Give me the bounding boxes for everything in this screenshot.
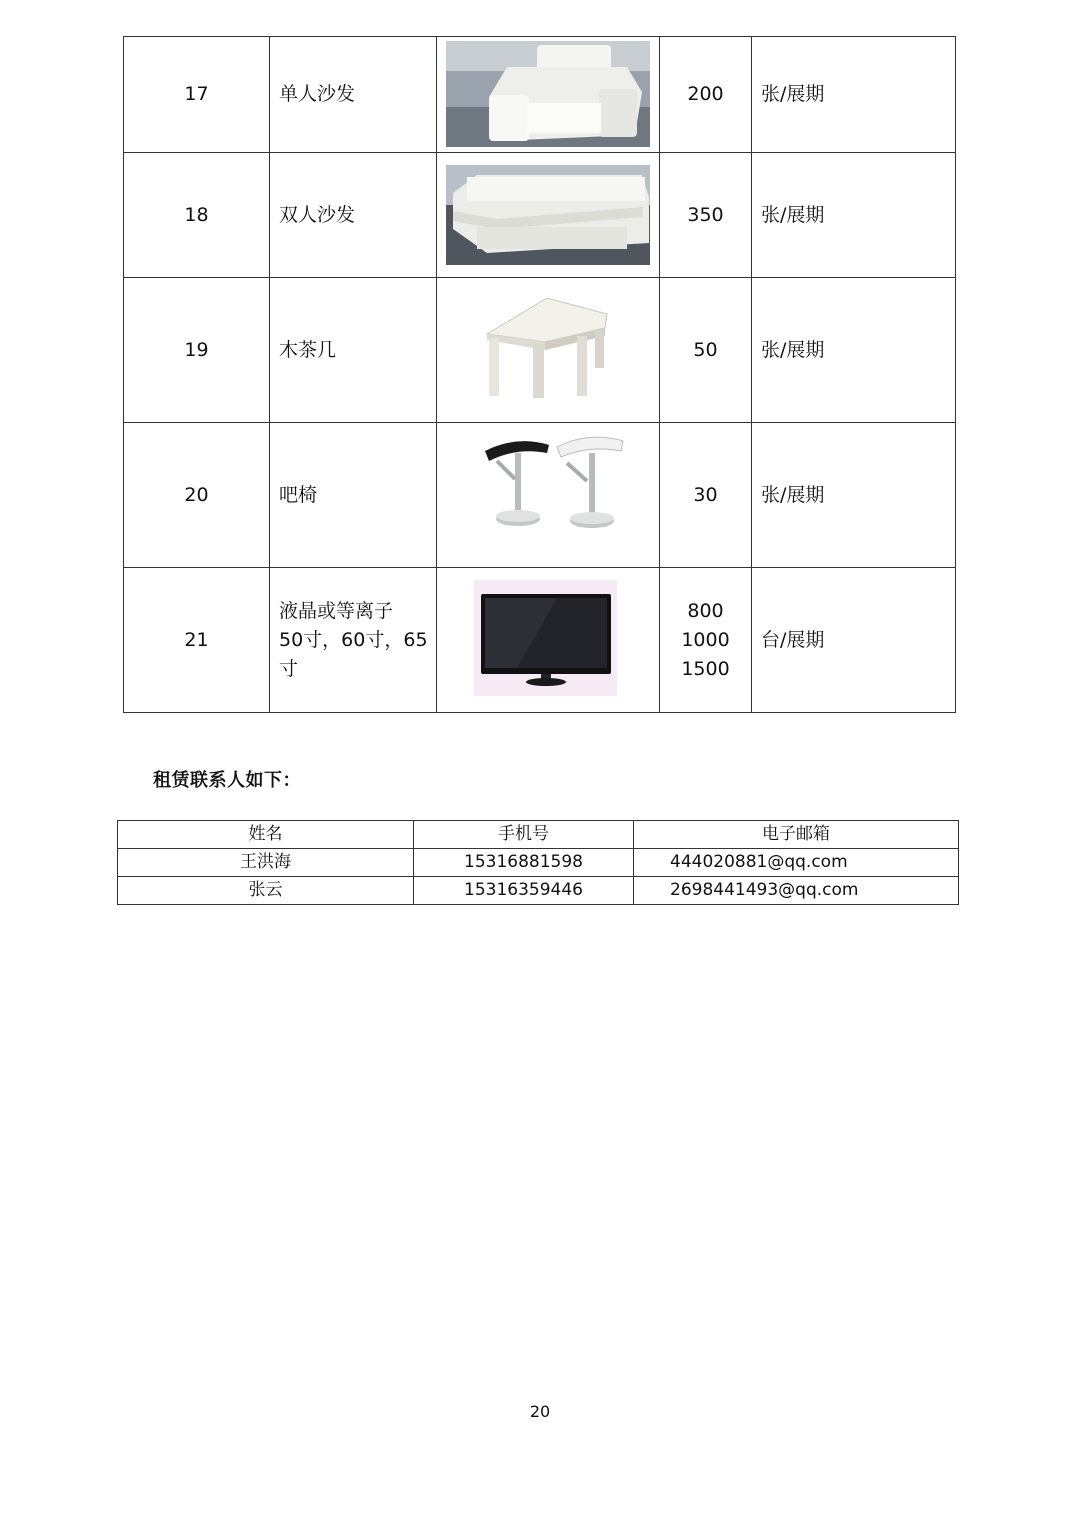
table-row bbox=[124, 423, 956, 568]
table-row bbox=[124, 568, 956, 713]
contact-name: 张云 bbox=[118, 877, 414, 905]
item-unit: 台/展期 bbox=[752, 568, 956, 713]
item-unit: 张/展期 bbox=[752, 153, 956, 278]
item-price: 200 bbox=[660, 37, 752, 153]
bar-stools-photo bbox=[437, 423, 660, 568]
single-sofa-photo bbox=[437, 37, 660, 153]
item-unit: 张/展期 bbox=[752, 37, 956, 153]
item-number: 21 bbox=[124, 568, 270, 713]
table-row bbox=[118, 877, 959, 905]
contact-email: 444020881@qq.com bbox=[634, 849, 959, 877]
header-name: 姓名 bbox=[118, 821, 414, 849]
item-number: 20 bbox=[124, 423, 270, 568]
item-name: 木茶几 bbox=[270, 278, 437, 423]
item-price: 50 bbox=[660, 278, 752, 423]
coffee-table-photo bbox=[437, 278, 660, 423]
table-row bbox=[124, 37, 956, 153]
double-sofa-photo bbox=[437, 153, 660, 278]
header-email: 电子邮箱 bbox=[634, 821, 959, 849]
item-price: 800 1000 1500 bbox=[660, 568, 752, 713]
table-row bbox=[124, 153, 956, 278]
contact-phone: 15316881598 bbox=[414, 849, 634, 877]
item-unit: 张/展期 bbox=[752, 278, 956, 423]
item-number: 17 bbox=[124, 37, 270, 153]
tv-photo bbox=[437, 568, 660, 713]
contacts-header-row bbox=[118, 821, 959, 849]
item-name: 单人沙发 bbox=[270, 37, 437, 153]
item-price: 30 bbox=[660, 423, 752, 568]
table-row bbox=[124, 278, 956, 423]
contacts-table bbox=[117, 820, 959, 905]
item-name: 双人沙发 bbox=[270, 153, 437, 278]
item-unit: 张/展期 bbox=[752, 423, 956, 568]
header-phone: 手机号 bbox=[414, 821, 634, 849]
table-row bbox=[118, 849, 959, 877]
contacts-heading: 租赁联系人如下： bbox=[153, 770, 301, 791]
page-number: 20 bbox=[529, 1402, 551, 1421]
contact-email: 2698441493@qq.com bbox=[634, 877, 959, 905]
item-name: 液晶或等离子 50寸，60寸，65 寸 bbox=[270, 568, 437, 713]
rental-items-table bbox=[123, 36, 956, 713]
contact-name: 王洪海 bbox=[118, 849, 414, 877]
item-price: 350 bbox=[660, 153, 752, 278]
item-number: 19 bbox=[124, 278, 270, 423]
item-name: 吧椅 bbox=[270, 423, 437, 568]
contact-phone: 15316359446 bbox=[414, 877, 634, 905]
item-number: 18 bbox=[124, 153, 270, 278]
